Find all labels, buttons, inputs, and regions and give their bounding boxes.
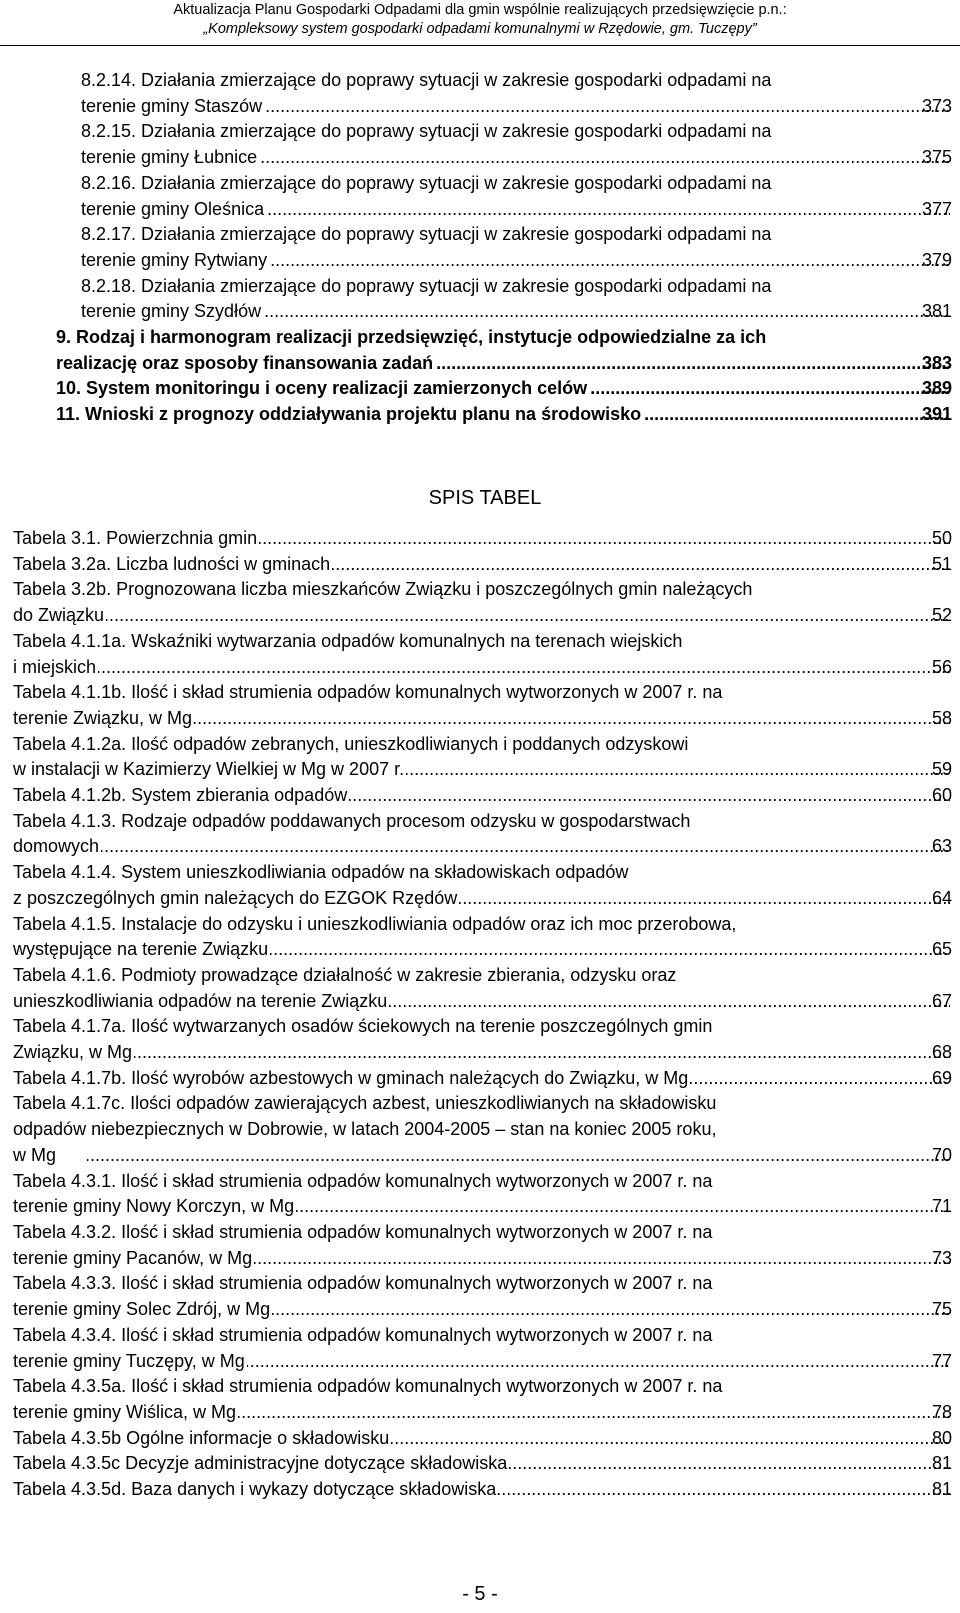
dot-leader: [247, 1349, 950, 1375]
page-number: - 5 -: [462, 1583, 498, 1605]
entry-text-first: Tabela 4.3.1. Ilość i skład strumienia odpadów komunalnych wytworzonych w 2007 r. na: [13, 1170, 713, 1191]
table-list-entry[interactable]: Tabela 4.3.5a. Ilość i skład strumienia odpadów komunalnych wytworzonych w 2007 r. na terenie gminy Wiślica, w Mg ..... 78: [0, 1374, 960, 1425]
table-list-entry[interactable]: Tabela 4.1.6. Podmioty prowadzące działalność w zakresie zbierania, odzysku oraz unieszkodliwiania odpadów na terenie Związku ..... 67: [0, 963, 960, 1014]
dot-leader: [106, 603, 950, 629]
entry-text-last: realizację oraz sposoby finansowania zadań: [56, 352, 434, 373]
entry-text-first: Tabela 4.1.2a. Ilość odpadów zebranych, unieszkodliwianych i poddanych odzyskowi: [13, 733, 689, 754]
entry-text-first: 8.2.15. Działania zmierzające do poprawy sytuacji w zakresie gospodarki odpadami na: [81, 121, 772, 142]
dot-leader: [435, 351, 949, 377]
entry-text-last: do Związku: [13, 605, 105, 626]
entry-text-last: 11. Wnioski z prognozy oddziaływania projektu planu na środowisko: [56, 404, 642, 425]
entry-text-last: terenie Związku, w Mg: [13, 707, 193, 728]
entry-text-last: występujące na terenie Związku: [13, 939, 269, 960]
entry-text-last: i miejskich: [13, 656, 97, 677]
entry-text-last: Tabela 3.1. Powierzchnia gmin: [13, 528, 258, 548]
dot-leader: [296, 1194, 950, 1220]
toc-entry[interactable]: 8.2.14. Działania zmierzające do poprawy sytuacji w zakresie gospodarki odpadami na terenie gminy Staszów ..... 373: [0, 68, 960, 119]
entry-text-last: terenie gminy Solec Zdrój, w Mg: [13, 1299, 271, 1320]
dot-leader: [406, 757, 950, 783]
table-list-entry[interactable]: Tabela 4.3.5d. Baza danych i wykazy dotyczące składowiska. ..... 81: [0, 1477, 960, 1503]
entry-text-first: 9. Rodzaj i harmonogram realizacji przedsięwzięć, instytucje odpowiedzialne za ich: [56, 327, 767, 348]
entry-text-first: Tabela 3.2b. Prognozowana liczba mieszkańców Związku i poszczególnych gmin należących: [13, 579, 753, 600]
dot-leader: [332, 552, 950, 578]
entry-text-first: Tabela 4.1.7c. Ilości odpadów zawierających azbest, unieszkodliwianych na składowisku: [13, 1093, 717, 1114]
dot-leader: [254, 1246, 950, 1272]
entry-text-last: Tabela 4.3.5b Ogólne informacje o składowisku: [13, 1427, 390, 1448]
entry-text-last: terenie gminy Nowy Korczyn, w Mg: [13, 1196, 295, 1217]
entry-page-number: 391: [921, 404, 952, 425]
table-list-entry[interactable]: Tabela 4.3.1. Ilość i skład strumienia odpadów komunalnych wytworzonych w 2007 r. na terenie gminy Nowy Korczyn, w Mg ..... 71: [0, 1169, 960, 1220]
entry-text-first: Tabela 4.3.3. Ilość i skład strumienia odpadów komunalnych wytworzonych w 2007 r. na: [13, 1273, 713, 1294]
entry-text-last: Tabela 3.2a. Liczba ludności w gminach: [13, 553, 331, 574]
entry-text-last: Tabela 4.1.2b. System zbierania odpadów: [13, 785, 348, 806]
dot-leader: [349, 783, 950, 809]
entry-page-number: 383: [921, 352, 952, 373]
entry-text-last: terenie gminy Łubnice: [81, 147, 258, 168]
table-list-entry[interactable]: Tabela 4.3.4. Ilość i skład strumienia odpadów komunalnych wytworzonych w 2007 r. na terenie gminy Tuczępy, w Mg ..... 77: [0, 1323, 960, 1374]
dot-leader: [509, 1451, 950, 1477]
dot-leader: [101, 834, 950, 860]
entry-text-last: 10. System monitoringu i oceny realizacji zamierzonych celów: [56, 378, 588, 399]
entry-text-first: Tabela 4.3.4. Ilość i skład strumienia odpadów komunalnych wytworzonych w 2007 r. na: [13, 1324, 713, 1345]
dot-leader: [266, 197, 950, 223]
entry-text-last: unieszkodliwiania odpadów na terenie Związku: [13, 990, 388, 1011]
table-list-entry[interactable]: Tabela 4.1.1a. Wskaźniki wytwarzania odpadów komunalnych na terenach wiejskich i miejskich ..... 56: [0, 629, 960, 680]
header-subtitle: „Kompleksowy system gospodarki odpadami komunalnymi w Rzędowie, gm. Tuczępy”: [203, 21, 757, 37]
dot-leader: [589, 376, 949, 402]
dot-leader: [459, 886, 950, 912]
table-list-entry[interactable]: Tabela 4.3.2. Ilość i skład strumienia odpadów komunalnych wytworzonych w 2007 r. na terenie gminy Pacanów, w Mg ..... 73: [0, 1220, 960, 1271]
table-list-entry[interactable]: Tabela 4.3.5c Decyzje administracyjne dotyczące składowiska ..... 81: [0, 1451, 960, 1477]
entry-text-first: Tabela 4.1.1a. Wskaźniki wytwarzania odpadów komunalnych na terenach wiejskich: [13, 630, 683, 651]
dot-leader: [259, 526, 950, 552]
table-list-entry[interactable]: Tabela 4.1.2a. Ilość odpadów zebranych, unieszkodliwianych i poddanych odzyskowi w instalacji w Kazimierzy Wielkiej w Mg w 2007 r. ..... 59: [0, 732, 960, 783]
table-list-entry[interactable]: Tabela 4.1.7c. Ilości odpadów zawierających azbest, unieszkodliwianych na składowisku odpadów niebezpiecznych w Dobrowie, w latach 2004-2005 – stan na koniec 2005 roku, w Mg ..... 70: [0, 1091, 960, 1168]
header-title: Aktualizacja Planu Gospodarki Odpadami dla gmin wspólnie realizujących przedsięwzięcie p.n.:: [173, 2, 787, 18]
toc-entry[interactable]: 8.2.15. Działania zmierzające do poprawy sytuacji w zakresie gospodarki odpadami na terenie gminy Łubnice ..... 375: [0, 119, 960, 170]
table-list-entry[interactable]: Tabela 4.3.3. Ilość i skład strumienia odpadów komunalnych wytworzonych w 2007 r. na terenie gminy Solec Zdrój, w Mg ..... 75: [0, 1271, 960, 1322]
entry-text-last: terenie gminy Rytwiany: [81, 249, 268, 270]
entry-text-last: z poszczególnych gmin należących do EZGOK Rzędów: [13, 887, 458, 908]
entry-text-middle: odpadów niebezpiecznych w Dobrowie, w latach 2004-2005 – stan na koniec 2005 roku,: [13, 1119, 717, 1140]
entry-text-first: 8.2.16. Działania zmierzające do poprawy sytuacji w zakresie gospodarki odpadami na: [81, 172, 772, 193]
entry-text-first: Tabela 4.1.4. System unieszkodliwiania odpadów na składowiskach odpadów: [13, 862, 629, 883]
entry-text-last: terenie gminy Pacanów, w Mg: [13, 1247, 253, 1268]
entry-text-last: terenie gminy Szydłów: [81, 301, 262, 322]
table-list-entry[interactable]: Tabela 4.1.7a. Ilość wytwarzanych osadów ściekowych na terenie poszczególnych gmin Związku, w Mg ..... 68: [0, 1014, 960, 1065]
entry-text-last: domowych: [13, 836, 100, 857]
dot-leader: [270, 937, 950, 963]
entry-text-first: Tabela 4.1.7a. Ilość wytwarzanych osadów ściekowych na terenie poszczególnych gmin: [13, 1016, 713, 1037]
dot-leader: [503, 1477, 950, 1503]
entry-text-last: terenie gminy Staszów: [81, 95, 263, 116]
entry-text-last: Związku, w Mg: [13, 1042, 133, 1063]
dot-leader: [269, 248, 950, 274]
dot-leader: [263, 299, 950, 325]
entry-text-first: Tabela 4.3.5a. Ilość i skład strumienia odpadów komunalnych wytworzonych w 2007 r. na: [13, 1376, 723, 1397]
entry-text-first: 8.2.17. Działania zmierzające do poprawy sytuacji w zakresie gospodarki odpadami na: [81, 224, 772, 245]
entry-text-last: Tabela 4.1.7b. Ilość wyrobów azbestowych w gminach należących do Związku, w Mg: [13, 1067, 689, 1088]
table-list-entry[interactable]: Tabela 4.1.5. Instalacje do odzysku i unieszkodliwiania odpadów oraz ich moc przerobowa, występujące na terenie Związku ..... 65: [0, 912, 960, 963]
dot-leader: [389, 989, 950, 1015]
entry-text-last: w instalacji w Kazimierzy Wielkiej w Mg w 2007 r.: [13, 759, 405, 780]
table-list-entry[interactable]: Tabela 4.3.5b Ogólne informacje o składowisku ..... 80: [0, 1426, 960, 1452]
dot-leader: [259, 145, 950, 171]
table-list-entry[interactable]: Tabela 3.2a. Liczba ludności w gminach ..... 51: [0, 552, 960, 578]
dot-leader: [238, 1400, 950, 1426]
table-list-entry[interactable]: Tabela 3.2b. Prognozowana liczba mieszkańców Związku i poszczególnych gmin należących do Związku ..... 52: [0, 577, 960, 628]
toc-entry[interactable]: [0, 376, 960, 402]
entry-text-first: Tabela 4.1.6. Podmioty prowadzące działalność w zakresie zbierania, odzysku oraz: [13, 964, 677, 985]
toc-entry[interactable]: 8.2.16. Działania zmierzające do poprawy sytuacji w zakresie gospodarki odpadami na terenie gminy Oleśnica ..... 377: [0, 171, 960, 222]
toc-entry[interactable]: [0, 402, 960, 428]
table-list-entry[interactable]: Tabela 4.1.3. Rodzaje odpadów poddawanych procesom odzysku w gospodarstwach domowych ..... 63: [0, 809, 960, 860]
table-list-entry[interactable]: Tabela 4.1.7b. Ilość wyrobów azbestowych w gminach należących do Związku, w Mg ..... 69: [0, 1066, 960, 1092]
entry-text-first: 8.2.14. Działania zmierzające do poprawy sytuacji w zakresie gospodarki odpadami na: [81, 70, 772, 90]
toc-entry[interactable]: 8.2.17. Działania zmierzające do poprawy sytuacji w zakresie gospodarki odpadami na terenie gminy Rytwiany ..... 379: [0, 222, 960, 273]
entry-text-last: terenie gminy Wiślica, w Mg: [13, 1401, 237, 1422]
dot-leader: [134, 1040, 950, 1066]
list-of-tables-heading: SPIS TABEL: [428, 487, 542, 509]
entry-text-last: terenie gminy Tuczępy, w Mg: [13, 1350, 245, 1371]
table-list-entry[interactable]: Tabela 4.1.2b. System zbierania odpadów ..... 60: [0, 783, 960, 809]
running-header: [0, 0, 960, 46]
dot-leader: [690, 1066, 950, 1092]
toc-entry[interactable]: [0, 325, 960, 376]
entry-text-first: Tabela 4.1.3. Rodzaje odpadów poddawanych procesom odzysku w gospodarstwach: [13, 810, 691, 831]
entry-text-last: terenie gminy Oleśnica: [81, 198, 265, 219]
table-list-entry[interactable]: Tabela 4.1.4. System unieszkodliwiania odpadów na składowiskach odpadów z poszczególnych gmin należących do EZGOK Rzędów ..... 64: [0, 860, 960, 911]
dot-leader: [643, 402, 949, 428]
dot-leader: [87, 1143, 950, 1169]
dot-leader: [272, 1297, 950, 1323]
table-of-contents: [0, 68, 960, 428]
dot-leader: [98, 655, 950, 681]
toc-entry[interactable]: 8.2.18. Działania zmierzające do poprawy sytuacji w zakresie gospodarki odpadami na terenie gminy Szydłów ..... 381: [0, 274, 960, 325]
entry-text-last: Tabela 4.3.5d. Baza danych i wykazy dotyczące składowiska.: [13, 1479, 502, 1500]
dot-leader: [194, 706, 950, 732]
entry-text-first: Tabela 4.1.5. Instalacje do odzysku i unieszkodliwiania odpadów oraz ich moc przerobowa,: [13, 913, 737, 934]
list-of-tables: [0, 526, 960, 1503]
dot-leader: [391, 1426, 950, 1452]
entry-text-first: Tabela 4.1.1b. Ilość i skład strumienia odpadów komunalnych wytworzonych w 2007 r. na: [13, 682, 723, 703]
dot-leader: [264, 94, 950, 120]
table-list-entry[interactable]: Tabela 3.1. Powierzchnia gmin ..... 50: [0, 526, 960, 552]
table-list-entry[interactable]: Tabela 4.1.1b. Ilość i skład strumienia odpadów komunalnych wytworzonych w 2007 r. na terenie Związku, w Mg ..... 58: [0, 680, 960, 731]
entry-text-first: Tabela 4.3.2. Ilość i skład strumienia odpadów komunalnych wytworzonych w 2007 r. na: [13, 1221, 713, 1242]
entry-page-number: 389: [921, 378, 952, 399]
entry-text-first: 8.2.18. Działania zmierzające do poprawy sytuacji w zakresie gospodarki odpadami na: [81, 275, 772, 296]
entry-text-last: Tabela 4.3.5c Decyzje administracyjne dotyczące składowiska: [13, 1453, 508, 1474]
